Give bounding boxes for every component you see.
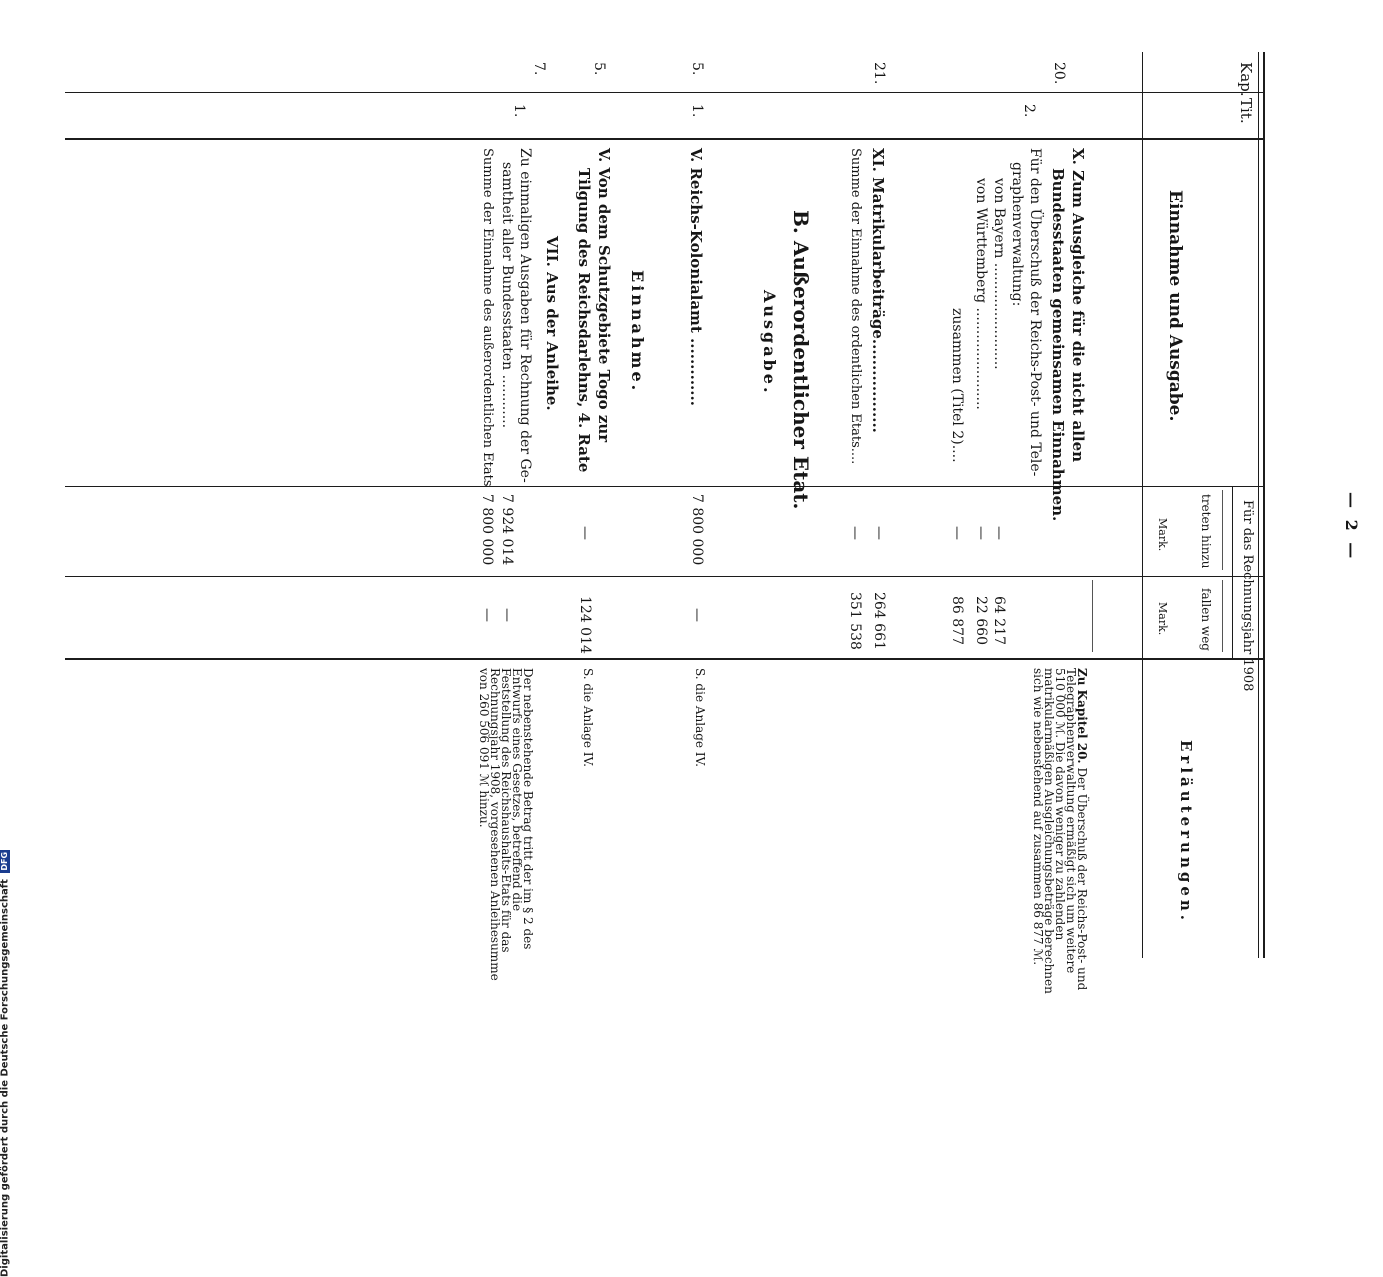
page-number: — 2 — — [1342, 492, 1361, 562]
section-b-heading: B. Außerordentlicher Etat. — [789, 210, 813, 510]
row5a-add: 7 800 000 — [689, 494, 705, 566]
note-anleihe: Der nebenstehende Betrag tritt der im § 2 des Entwurfs eines Gesetzes, betreffend die Feststellung des Reichshaushalts-Etats für das Rechnungsjahr 1908, vorgesehenen Anleihesumme von 260 506 091 ℳ hinzu. — [477, 668, 535, 981]
header-kap: Kap. — [1237, 62, 1255, 97]
row20-text-1: Für den Überschuß der Reichs-Post- und Tele- — [1027, 148, 1043, 477]
digitization-credit-text: Digitalisierung gefördert durch die Deutsche Forschungsgemeinschaft — [0, 879, 11, 1277]
note-anlage-iv-2: S. die Anlage IV. — [581, 668, 595, 767]
note-kapitel-20-heading: Zu Kapitel 20. — [1075, 668, 1089, 764]
ordinary-sum-drop: 351 538 — [847, 592, 863, 650]
row20-wuerttemberg-add: — — [973, 526, 989, 540]
header-notes: Erläuterungen. — [1177, 740, 1195, 925]
row7-title: VII. Aus der Anleihe. — [543, 236, 561, 411]
row21-add: — — [871, 526, 887, 540]
tit-column-rule — [65, 138, 1265, 140]
header-col-add-unit: Mark. — [1156, 518, 1169, 552]
sum-rule-2 — [1222, 580, 1223, 652]
kap-column-rule — [65, 92, 1265, 93]
header-year-group: Für das Rechnungsjahr 1908 — [1240, 500, 1255, 692]
row7-text-1: Zu einmaligen Ausgaben für Rechnung der Ge- — [517, 148, 533, 483]
amount-column-rule — [65, 576, 1265, 577]
row5b-title-2: Tilgung des Reichsdarlehns, 4. Rate — [575, 168, 593, 473]
ordinary-sum-label: Summe der Einnahme des ordentlichen Etats.... — [848, 148, 863, 465]
extraordinary-sum-add: 7 800 000 — [479, 494, 495, 566]
header-tit: Tit. — [1237, 98, 1255, 124]
row7-add: 7 924 014 — [499, 494, 515, 566]
row20-bayern-add: — — [991, 526, 1007, 540]
note-kapitel-20 — [1032, 668, 1087, 998]
row20-title-1: X. Zum Ausgleiche für die nicht allen — [1069, 148, 1087, 463]
text-column-rule — [65, 486, 1265, 487]
row5b-title-1: V. Von dem Schutzgebiete Togo zur — [595, 148, 613, 443]
row20-kap: 20. — [1051, 62, 1067, 85]
row5a-title: V. Reichs-Kolonialamt ............. — [687, 148, 705, 406]
header-title: Einnahme und Ausgabe. — [1165, 190, 1185, 422]
row20-title-2: Bundesstaaten gemeinsamen Einnahmen. — [1049, 168, 1067, 522]
row5b-kap: 5. — [591, 62, 607, 76]
extraordinary-sum-drop: — — [479, 608, 495, 622]
row5a-drop: — — [689, 608, 705, 622]
row20-tit: 2. — [1021, 104, 1037, 118]
row20-sum: zusammen (Titel 2).... — [949, 308, 965, 463]
header-bottom-rule — [1142, 52, 1143, 958]
header-col-drop-unit: Mark. — [1156, 602, 1169, 636]
ordinary-sum-add: — — [847, 526, 863, 540]
digitization-credit — [0, 317, 13, 1277]
row7-drop: — — [499, 608, 515, 622]
row20-sum-drop: 86 877 — [949, 596, 965, 645]
section-ausgabe-heading: Ausgabe. — [760, 290, 779, 396]
dfg-logo: DFG — [0, 851, 9, 871]
notes-column-rule — [65, 658, 1265, 660]
table-top-rule — [1263, 52, 1265, 958]
row20-bayern: von Bayern ........................ — [991, 178, 1007, 370]
row20-wuerttemberg: von Württemberg ....................... — [973, 178, 989, 410]
section-einnahme-heading: Einnahme. — [628, 270, 647, 394]
row7-tit: 1. — [511, 104, 527, 118]
row7-text-2: samtheit aller Bundesstaaten ............ — [499, 162, 515, 429]
header-col-drop: fallen weg — [1199, 588, 1213, 651]
row21-kap: 21. — [871, 62, 887, 85]
row21-title: XI. Matrikularbeiträge.................. — [869, 148, 887, 433]
row20-bayern-drop: 64 217 — [991, 596, 1007, 645]
extraordinary-sum-label: Summe der Einnahme des außerordentlichen Etats — [480, 148, 495, 487]
header-col-add: treten hinzu — [1199, 494, 1213, 569]
note-anlage-iv-1: S. die Anlage IV. — [693, 668, 707, 767]
sum-rule-1 — [1092, 580, 1093, 652]
row5a-tit: 1. — [689, 104, 705, 118]
row7-kap: 7. — [531, 62, 547, 76]
row20-wuerttemberg-drop: 22 660 — [973, 596, 989, 645]
row20-sum-add: — — [949, 526, 965, 540]
row20-text-2: graphenverwaltung: — [1009, 162, 1025, 307]
row5a-kap: 5. — [689, 62, 705, 76]
table-top-rule-thin — [1258, 52, 1259, 958]
note-kapitel-20-text: Der Überschuß der Reichs-Post- und Telegraphenverwaltung ermäßigt sich um weitere 510 000 ℳ. Die davon weniger zu zahlenden matrikularmäßigen Ausgleichungsbeträge berechnen sich wie nebenstehend auf zusammen 86 877 ℳ. — [1031, 668, 1089, 994]
row21-drop: 264 661 — [871, 592, 887, 650]
sum-rule-3 — [1222, 490, 1223, 570]
year-group-rule — [1232, 486, 1233, 658]
row5b-drop: 124 014 — [577, 596, 593, 654]
row5b-add: — — [577, 526, 593, 540]
